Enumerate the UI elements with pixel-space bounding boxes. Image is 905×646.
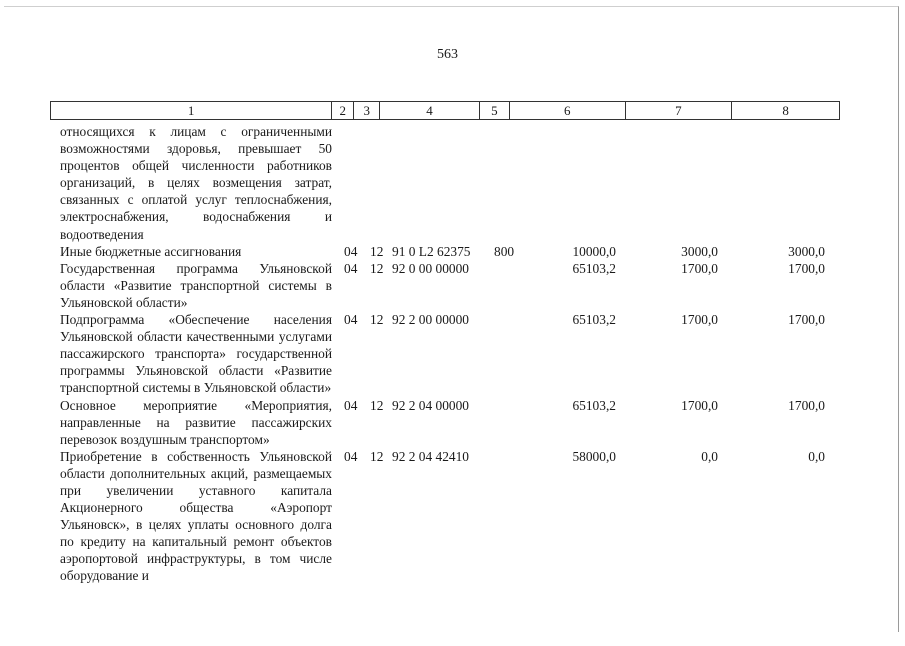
row-amount-2: 1700,0 [681,260,718,276]
table-row [60,243,860,260]
row-amount-1: 58000,0 [572,448,616,464]
table-row [60,260,860,311]
row-expense-type [488,448,526,585]
row-target-article: 92 2 04 42410 [392,448,469,464]
table-header [50,101,840,120]
row-target-article: 92 0 00 00000 [392,260,469,276]
row-amount-1: 65103,2 [572,260,616,276]
row-subsection [370,123,392,243]
header-col-6: 6 [510,102,626,119]
row-description: Основное мероприятие «Мероприятия, направленные на развитие пассажирских перевозок воздушным транспортом» [60,397,332,447]
row-description: Государственная программа Ульяновской области «Развитие транспортной системы в Ульяновской области» [60,260,332,310]
table-row [60,311,860,396]
row-amount-1: 65103,2 [572,312,616,328]
table-row [60,397,860,448]
row-expense-type [488,397,526,448]
header-col-2: 2 [332,102,354,119]
row-expense-type [488,311,526,396]
header-col-5: 5 [480,102,510,119]
row-amount-2: 3000,0 [681,243,718,259]
row-amount-2: 1700,0 [681,397,718,413]
row-subsection: 12 [370,397,384,413]
row-amount-1: 65103,2 [572,397,616,413]
page-number: 563 [437,47,458,62]
row-description: относящихся к лицам с ограниченными возможностями здоровья, превышает 50 процентов общей численности работников организаций, в целях возмещения затрат, связанных с оплатой услуг теплоснабжения, электроснабжения, водоснабжения и водоотведения [60,124,332,242]
row-amount-3: 3000,0 [788,243,825,259]
row-amount-2 [616,123,718,243]
row-subsection: 12 [370,312,384,328]
row-amount-1: 10000,0 [572,243,616,259]
row-description: Приобретение в собственность Ульяновской области дополнительных акций, размещаемых при увеличении уставного капитала Акционерного общества «Аэропорт Ульяновск», в целях уплаты основного долга по кредиту на капитальный ремонт объектов аэропортовой инфраструктуры, в том числе оборудование и [60,448,332,584]
table-row [60,448,860,585]
row-section: 04 [344,448,358,464]
table-body [60,123,860,585]
row-expense-type [488,123,526,243]
row-target-article: 91 0 L2 62375 [392,243,471,259]
row-expense-type [488,260,526,311]
row-target-article [392,123,488,243]
row-amount-3: 0,0 [808,448,825,464]
row-section: 04 [344,397,358,413]
row-amount-1 [526,123,616,243]
row-amount-2: 0,0 [701,448,718,464]
header-col-4: 4 [380,102,480,119]
row-expense-type: 800 [494,243,515,259]
row-subsection: 12 [370,260,384,276]
row-description: Подпрограмма «Обеспечение населения Ульяновской области качественными услугами пассажирского транспорта» государственной программы Ульяновской области «Развитие транспортной системы в Ульяновской области» [60,312,332,396]
row-amount-3: 1700,0 [788,260,825,276]
document-page [4,6,899,632]
header-col-8: 8 [782,103,789,118]
row-section: 04 [344,243,358,259]
header-col-7: 7 [626,102,733,119]
row-subsection: 12 [370,243,384,259]
header-col-1: 1 [51,102,332,119]
table-row [60,123,860,243]
row-amount-3: 1700,0 [788,397,825,413]
row-amount-2: 1700,0 [681,312,718,328]
row-section: 04 [344,260,358,276]
row-amount-3 [718,123,825,243]
row-section: 04 [344,312,358,328]
row-description: Иные бюджетные ассигнования [60,243,242,259]
row-amount-3: 1700,0 [788,312,825,328]
row-target-article: 92 2 04 00000 [392,397,469,413]
header-col-3: 3 [354,102,380,119]
row-subsection: 12 [370,448,384,464]
row-target-article: 92 2 00 00000 [392,312,469,328]
row-section [332,123,370,243]
